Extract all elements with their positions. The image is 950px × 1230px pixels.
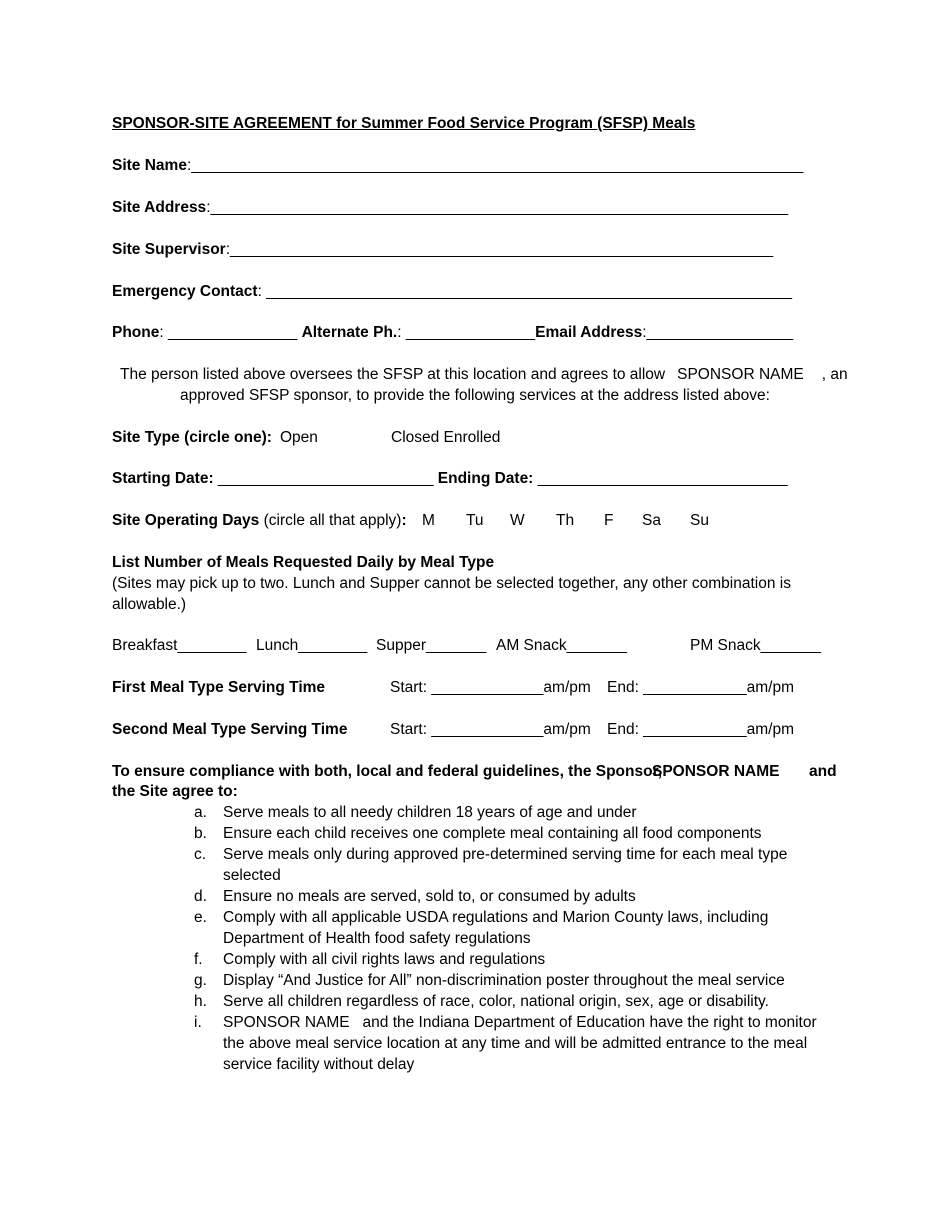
day-option-sa[interactable]: Sa [642, 512, 661, 529]
list-item [190, 886, 830, 907]
list-item-text: Comply with all civil rights laws and regulations [223, 951, 546, 968]
intro-line-2: approved SFSP sponsor, to provide the following services at the address listed above: [180, 387, 770, 404]
operating-days-note: (circle all that apply) [263, 512, 402, 529]
compliance-list [190, 802, 830, 1075]
list-marker: i. [194, 1014, 202, 1031]
list-item-text: Ensure no meals are served, sold to, or consumed by adults [223, 888, 636, 905]
list-item-text: Serve all children regardless of race, color, national origin, sex, age or disability. [223, 993, 769, 1010]
second-meal-serving-label: Second Meal Type Serving Time [112, 721, 348, 738]
intro-line-1 [120, 364, 848, 385]
list-item [190, 802, 830, 823]
emergency-contact-field[interactable] [112, 281, 792, 302]
site-name-label: Site Name [112, 157, 187, 174]
site-name-blank[interactable]: :_______________________________________________________________________ [186, 157, 804, 174]
dates-row [112, 468, 788, 489]
list-item [190, 823, 830, 844]
compliance-intro-c: the Site agree to: [112, 783, 238, 800]
list-marker: h. [194, 993, 207, 1010]
meal-breakfast-field[interactable]: Breakfast________ [112, 637, 247, 654]
day-option-f[interactable]: F [604, 512, 614, 529]
site-type-option-open[interactable]: Open [280, 429, 318, 446]
compliance-intro-b: and [809, 763, 837, 780]
list-item [190, 1012, 830, 1075]
list-marker: c. [194, 846, 207, 863]
operating-days-row [112, 510, 407, 531]
phone-row [112, 322, 793, 343]
list-item-text: Display “And Justice for All” non-discrimination poster throughout the meal service [223, 972, 785, 989]
starting-date-label: Starting Date: [112, 470, 214, 487]
list-marker: g. [194, 972, 207, 989]
meal-lunch-field[interactable]: Lunch________ [256, 637, 368, 654]
site-address-label: Site Address [112, 199, 207, 216]
emergency-contact-blank[interactable]: : _____________________________________________________________ [257, 283, 793, 300]
compliance-intro-a: To ensure compliance with both, local and federal guidelines, the Sponsor, [112, 763, 663, 780]
list-item-text: Ensure each child receives one complete meal containing all food components [223, 825, 762, 842]
list-marker: f. [194, 951, 203, 968]
list-marker: d. [194, 888, 207, 905]
operating-days-colon: : [401, 512, 407, 529]
meals-heading: List Number of Meals Requested Daily by Meal Type [112, 554, 495, 571]
ending-date-label: Ending Date: [437, 470, 534, 487]
day-option-th[interactable]: Th [556, 512, 575, 529]
list-item [190, 970, 830, 991]
list-item [190, 949, 830, 970]
alternate-phone-blank[interactable]: : _______________ [397, 324, 536, 341]
meal-am-snack-field[interactable]: AM Snack_______ [496, 637, 627, 654]
email-label: Email Address [535, 324, 643, 341]
list-item-text: Serve meals only during approved pre-determined serving time for each meal type selected [223, 846, 788, 884]
document-title: SPONSOR-SITE AGREEMENT for Summer Food Service Program (SFSP) Meals [112, 115, 696, 132]
alternate-phone-label: Alternate Ph. [301, 324, 398, 341]
intro-text-b: , an [821, 366, 848, 383]
list-item-text: Comply with all applicable USDA regulations and Marion County laws, including Department of Health food safety regulations [223, 909, 769, 947]
intro-text-a: The person listed above oversees the SFSP at this location and agrees to allow [120, 366, 666, 383]
site-address-field[interactable] [112, 197, 788, 218]
starting-date-blank[interactable]: _________________________ [213, 470, 434, 487]
site-supervisor-blank[interactable]: :_______________________________________________________________ [225, 241, 774, 258]
day-option-tu[interactable]: Tu [466, 512, 484, 529]
site-type-label: Site Type (circle one): [112, 429, 272, 446]
list-item-text: SPONSOR NAME and the Indiana Department of Education have the right to monitor the above meal service location at any time and will be admitted entrance to the meal service facility without delay [223, 1014, 821, 1073]
list-marker: b. [194, 825, 207, 842]
site-name-field[interactable] [112, 155, 803, 176]
meal-supper-field[interactable]: Supper_______ [376, 637, 487, 654]
meal-pm-snack-field[interactable]: PM Snack_______ [690, 637, 821, 654]
day-option-m[interactable]: M [422, 512, 435, 529]
first-meal-start-field[interactable]: Start: _____________am/pm [390, 679, 591, 696]
operating-days-label: Site Operating Days [112, 512, 260, 529]
day-option-w[interactable]: W [510, 512, 525, 529]
list-item-text: Serve meals to all needy children 18 years of age and under [223, 804, 637, 821]
list-marker: a. [194, 804, 207, 821]
phone-blank[interactable]: : _______________ [159, 324, 298, 341]
site-address-blank[interactable]: :___________________________________________________________________ [206, 199, 789, 216]
emergency-contact-label: Emergency Contact [112, 283, 258, 300]
first-meal-end-field[interactable]: End: ____________am/pm [607, 679, 795, 696]
meals-note: (Sites may pick up to two. Lunch and Supper cannot be selected together, any other combination is allowable.) [112, 575, 791, 613]
ending-date-blank[interactable]: _____________________________ [533, 470, 788, 487]
second-meal-start-field[interactable]: Start: _____________am/pm [390, 721, 591, 738]
day-option-su[interactable]: Su [690, 512, 709, 529]
first-meal-serving-label: First Meal Type Serving Time [112, 679, 326, 696]
list-marker: e. [194, 909, 207, 926]
site-supervisor-label: Site Supervisor [112, 241, 226, 258]
list-item [190, 991, 830, 1012]
site-type-option-closed-enrolled[interactable]: Closed Enrolled [391, 429, 501, 446]
list-item [190, 844, 830, 886]
intro-sponsor-name: SPONSOR NAME [677, 366, 804, 383]
site-supervisor-field[interactable] [112, 239, 773, 260]
second-meal-end-field[interactable]: End: ____________am/pm [607, 721, 795, 738]
list-item [190, 907, 830, 949]
site-type-row [112, 427, 272, 448]
email-blank[interactable]: :_________________ [642, 324, 794, 341]
phone-label: Phone [112, 324, 160, 341]
compliance-sponsor-name: SPONSOR NAME [652, 763, 780, 780]
